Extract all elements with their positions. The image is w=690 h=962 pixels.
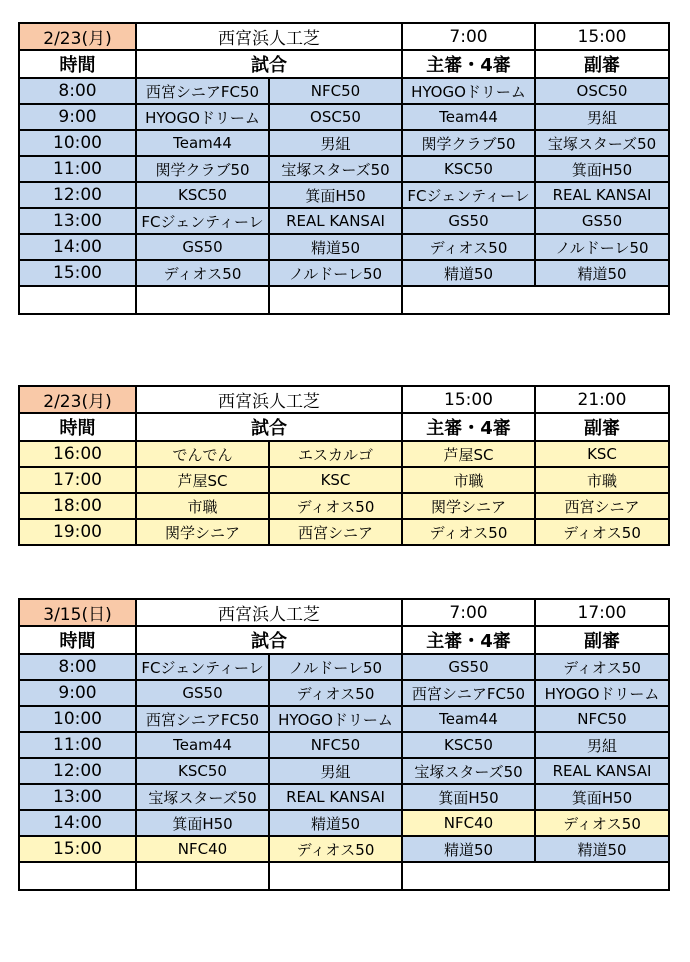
table-row: [19, 104, 669, 130]
team2-cell: OSC50: [269, 104, 402, 130]
column-header-time: 時間: [19, 626, 136, 654]
assistant-cell: OSC50: [535, 78, 669, 104]
schedule-table-2: [18, 385, 670, 546]
table-row: [19, 654, 669, 680]
team1-cell: NFC40: [136, 836, 269, 862]
assistant-cell: HYOGOドリーム: [535, 680, 669, 706]
blank-row: [19, 862, 669, 890]
date-cell: 2/23(月): [19, 386, 136, 413]
team2-cell: ディオス50: [269, 836, 402, 862]
referee-cell: Team44: [402, 706, 535, 732]
referee-cell: KSC50: [402, 156, 535, 182]
referee-cell: 関学クラブ50: [402, 130, 535, 156]
table-row: [19, 441, 669, 467]
date-cell: 3/15(日): [19, 599, 136, 626]
team1-cell: Team44: [136, 130, 269, 156]
column-header-match: 試合: [136, 626, 402, 654]
team1-cell: 芦屋SC: [136, 467, 269, 493]
referee-cell: 芦屋SC: [402, 441, 535, 467]
assistant-cell: GS50: [535, 208, 669, 234]
assistant-cell: 箕面H50: [535, 784, 669, 810]
time-cell: 10:00: [19, 130, 136, 156]
column-header-assistant: 副審: [535, 50, 669, 78]
blank-cell: [269, 862, 402, 890]
time-cell: 19:00: [19, 519, 136, 545]
team2-cell: エスカルゴ: [269, 441, 402, 467]
assistant-cell: KSC: [535, 441, 669, 467]
referee-cell: 精道50: [402, 836, 535, 862]
assistant-cell: 精道50: [535, 836, 669, 862]
blank-cell: [136, 286, 269, 314]
team2-cell: ディオス50: [269, 680, 402, 706]
venue-cell: 西宮浜人工芝: [136, 599, 402, 626]
team1-cell: 市職: [136, 493, 269, 519]
table-row: [19, 784, 669, 810]
column-header-referee: 主審・4審: [402, 50, 535, 78]
team1-cell: 西宮シニアFC50: [136, 78, 269, 104]
assistant-cell: 市職: [535, 467, 669, 493]
team2-cell: 西宮シニア: [269, 519, 402, 545]
end-time-cell: 21:00: [535, 386, 669, 413]
schedule-table-3: [18, 598, 670, 891]
time-cell: 17:00: [19, 467, 136, 493]
referee-cell: 精道50: [402, 260, 535, 286]
team1-cell: 関学クラブ50: [136, 156, 269, 182]
column-header-referee: 主審・4審: [402, 626, 535, 654]
table-row: [19, 758, 669, 784]
table-row: [19, 706, 669, 732]
assistant-cell: ノルドーレ50: [535, 234, 669, 260]
team1-cell: 箕面H50: [136, 810, 269, 836]
blank-cell: [402, 286, 669, 314]
referee-cell: GS50: [402, 654, 535, 680]
table-row: [19, 836, 669, 862]
team2-cell: ディオス50: [269, 493, 402, 519]
time-cell: 8:00: [19, 78, 136, 104]
start-time-cell: 7:00: [402, 599, 535, 626]
time-cell: 15:00: [19, 836, 136, 862]
time-cell: 11:00: [19, 732, 136, 758]
time-cell: 8:00: [19, 654, 136, 680]
team2-cell: ノルドーレ50: [269, 654, 402, 680]
assistant-cell: REAL KANSAI: [535, 758, 669, 784]
assistant-cell: 男組: [535, 104, 669, 130]
team1-cell: GS50: [136, 234, 269, 260]
table-row: [19, 156, 669, 182]
table-row: [19, 519, 669, 545]
team2-cell: 宝塚スターズ50: [269, 156, 402, 182]
team2-cell: 男組: [269, 758, 402, 784]
column-header-assistant: 副審: [535, 413, 669, 441]
start-time-cell: 15:00: [402, 386, 535, 413]
assistant-cell: 精道50: [535, 260, 669, 286]
team2-cell: HYOGOドリーム: [269, 706, 402, 732]
team1-cell: FCジェンティーレ: [136, 654, 269, 680]
referee-cell: ディオス50: [402, 519, 535, 545]
column-header-time: 時間: [19, 413, 136, 441]
team2-cell: 精道50: [269, 810, 402, 836]
table-row: [19, 732, 669, 758]
time-cell: 12:00: [19, 182, 136, 208]
referee-cell: GS50: [402, 208, 535, 234]
team2-cell: ノルドーレ50: [269, 260, 402, 286]
referee-cell: 西宮シニアFC50: [402, 680, 535, 706]
table-row: [19, 130, 669, 156]
time-cell: 18:00: [19, 493, 136, 519]
team1-cell: FCジェンティーレ: [136, 208, 269, 234]
time-cell: 14:00: [19, 810, 136, 836]
team2-cell: REAL KANSAI: [269, 208, 402, 234]
referee-cell: HYOGOドリーム: [402, 78, 535, 104]
table-row: [19, 234, 669, 260]
time-cell: 11:00: [19, 156, 136, 182]
team1-cell: HYOGOドリーム: [136, 104, 269, 130]
team1-cell: でんでん: [136, 441, 269, 467]
column-header-referee: 主審・4審: [402, 413, 535, 441]
venue-cell: 西宮浜人工芝: [136, 23, 402, 50]
assistant-cell: 男組: [535, 732, 669, 758]
time-cell: 9:00: [19, 680, 136, 706]
table-row: [19, 467, 669, 493]
blank-cell: [136, 862, 269, 890]
team1-cell: GS50: [136, 680, 269, 706]
time-cell: 15:00: [19, 260, 136, 286]
team1-cell: Team44: [136, 732, 269, 758]
time-cell: 12:00: [19, 758, 136, 784]
column-header-match: 試合: [136, 50, 402, 78]
team2-cell: 男組: [269, 130, 402, 156]
assistant-cell: NFC50: [535, 706, 669, 732]
referee-cell: ディオス50: [402, 234, 535, 260]
assistant-cell: ディオス50: [535, 654, 669, 680]
table-row: [19, 78, 669, 104]
table-row: [19, 810, 669, 836]
assistant-cell: 宝塚スターズ50: [535, 130, 669, 156]
team2-cell: REAL KANSAI: [269, 784, 402, 810]
referee-cell: 関学シニア: [402, 493, 535, 519]
blank-cell: [19, 862, 136, 890]
end-time-cell: 17:00: [535, 599, 669, 626]
time-cell: 13:00: [19, 208, 136, 234]
time-cell: 9:00: [19, 104, 136, 130]
team1-cell: KSC50: [136, 182, 269, 208]
team2-cell: KSC: [269, 467, 402, 493]
end-time-cell: 15:00: [535, 23, 669, 50]
team1-cell: KSC50: [136, 758, 269, 784]
team1-cell: ディオス50: [136, 260, 269, 286]
venue-cell: 西宮浜人工芝: [136, 386, 402, 413]
table-row: [19, 208, 669, 234]
assistant-cell: REAL KANSAI: [535, 182, 669, 208]
schedule-table-1: [18, 22, 670, 315]
assistant-cell: ディオス50: [535, 519, 669, 545]
blank-row: [19, 286, 669, 314]
team2-cell: NFC50: [269, 732, 402, 758]
column-header-time: 時間: [19, 50, 136, 78]
blank-cell: [269, 286, 402, 314]
time-cell: 10:00: [19, 706, 136, 732]
referee-cell: 宝塚スターズ50: [402, 758, 535, 784]
date-cell: 2/23(月): [19, 23, 136, 50]
team1-cell: 宝塚スターズ50: [136, 784, 269, 810]
referee-cell: FCジェンティーレ: [402, 182, 535, 208]
referee-cell: Team44: [402, 104, 535, 130]
table-row: [19, 182, 669, 208]
referee-cell: KSC50: [402, 732, 535, 758]
assistant-cell: 箕面H50: [535, 156, 669, 182]
assistant-cell: 西宮シニア: [535, 493, 669, 519]
team2-cell: 精道50: [269, 234, 402, 260]
referee-cell: 市職: [402, 467, 535, 493]
team2-cell: 箕面H50: [269, 182, 402, 208]
blank-cell: [402, 862, 669, 890]
referee-cell: NFC40: [402, 810, 535, 836]
blank-cell: [19, 286, 136, 314]
team2-cell: NFC50: [269, 78, 402, 104]
team1-cell: 関学シニア: [136, 519, 269, 545]
table-row: [19, 680, 669, 706]
assistant-cell: ディオス50: [535, 810, 669, 836]
table-row: [19, 493, 669, 519]
team1-cell: 西宮シニアFC50: [136, 706, 269, 732]
table-row: [19, 260, 669, 286]
time-cell: 13:00: [19, 784, 136, 810]
column-header-assistant: 副審: [535, 626, 669, 654]
time-cell: 16:00: [19, 441, 136, 467]
time-cell: 14:00: [19, 234, 136, 260]
column-header-match: 試合: [136, 413, 402, 441]
start-time-cell: 7:00: [402, 23, 535, 50]
referee-cell: 箕面H50: [402, 784, 535, 810]
